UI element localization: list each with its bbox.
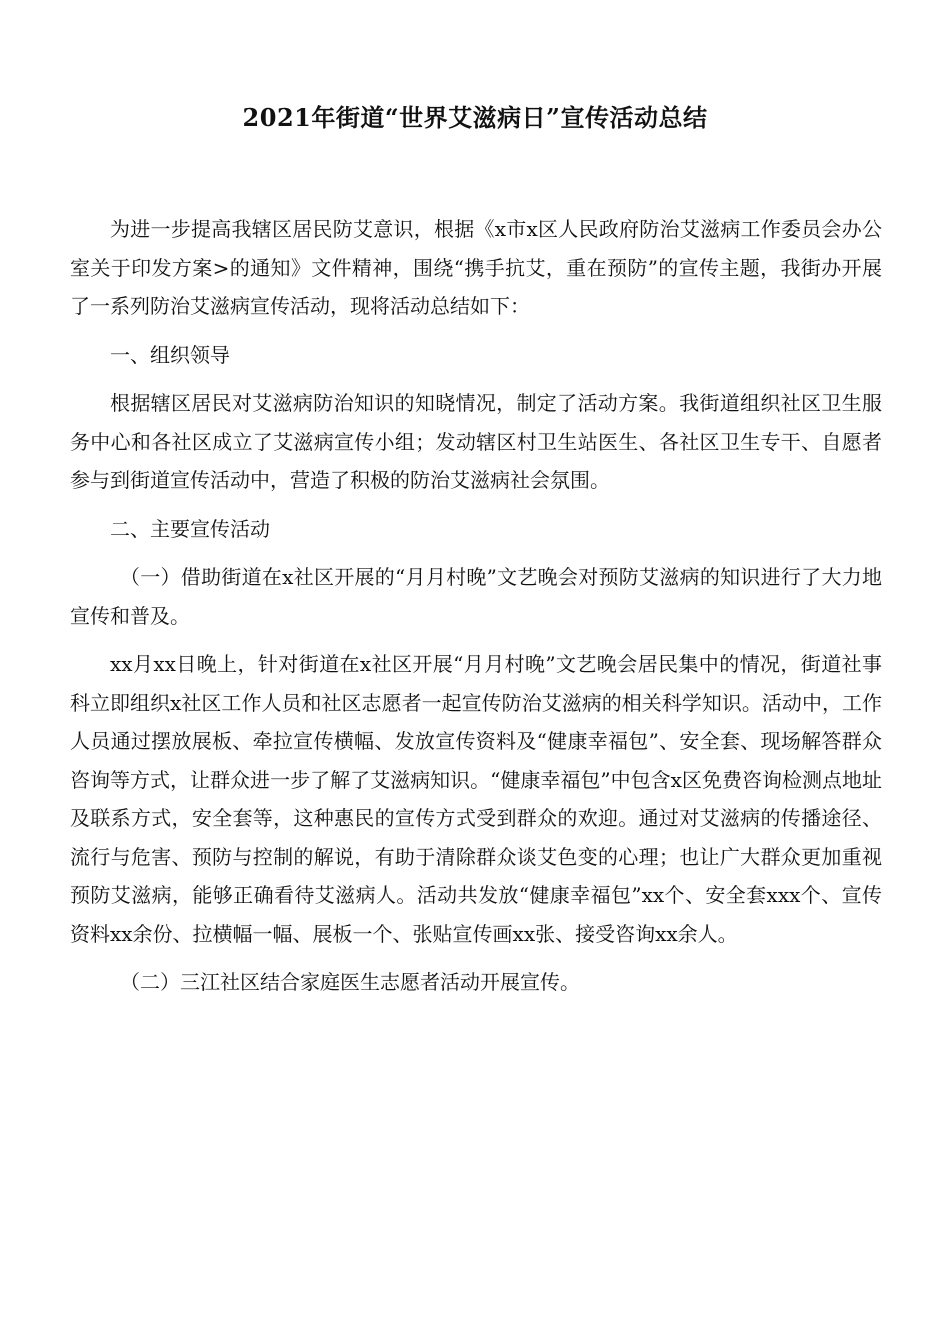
section-heading-activities: 二、主要宣传活动 [110,516,270,541]
section-heading-organization: 一、组织领导 [110,342,230,367]
intro-paragraph: 为进一步提高我辖区居民防艾意识，根据《x市x区人民政府防治艾滋病工作委员会办公室关于印发方案>的通知》文件精神，围绕“携手抗艾，重在预防”的宣传主题，我街办开展了一系列防治艾滋病宣传活动，现将活动总结如下： [70,217,882,318]
village-gala-paragraph: xx月xx日晚上，针对街道在x社区开展“月月村晚”文艺晚会居民集中的情况，街道社事科立即组织x社区工作人员和社区志愿者一起宣传防治艾滋病的相关科学知识。活动中，工作人员通过摆放展板、牵拉宣传横幅、发放宣传资料及“健康幸福包”、安全套、现场解答群众咨询等方式，让群众进一步了解了艾滋病知识。“健康幸福包”中包含x区免费咨询检测点地址及联系方式，安全套等，这种惠民的宣传方式受到群众的欢迎。通过对艾滋病的传播途径、流行与危害、预防与控制的解说，有助于清除群众谈艾色变的心理；也让广大群众更加重视预防艾滋病，能够正确看待艾滋病人。活动共发放“健康幸福包”xx个、安全套xxx个、宣传资料xx余份、拉横幅一幅、展板一个、张贴宣传画xx张、接受咨询xx余人。 [70,652,882,946]
subsection-heading-village-gala: （一）借助街道在x社区开展的“月月村晚”文艺晚会对预防艾滋病的知识进行了大力地宣传和普及。 [70,565,882,628]
document-body [70,210,882,1012]
document-title: 2021年街道“世界艾滋病日”宣传活动总结 [242,103,708,132]
subsection-heading-sanjiang: （二）三江社区结合家庭医生志愿者活动开展宣传。 [120,970,580,994]
organization-paragraph: 根据辖区居民对艾滋病防治知识的知晓情况，制定了活动方案。我街道组织社区卫生服务中心和各社区成立了艾滋病宣传小组；发动辖区村卫生站医生、各社区卫生专干、自愿者参与到街道宣传活动中，营造了积极的防治艾滋病社会氛围。 [70,391,882,492]
